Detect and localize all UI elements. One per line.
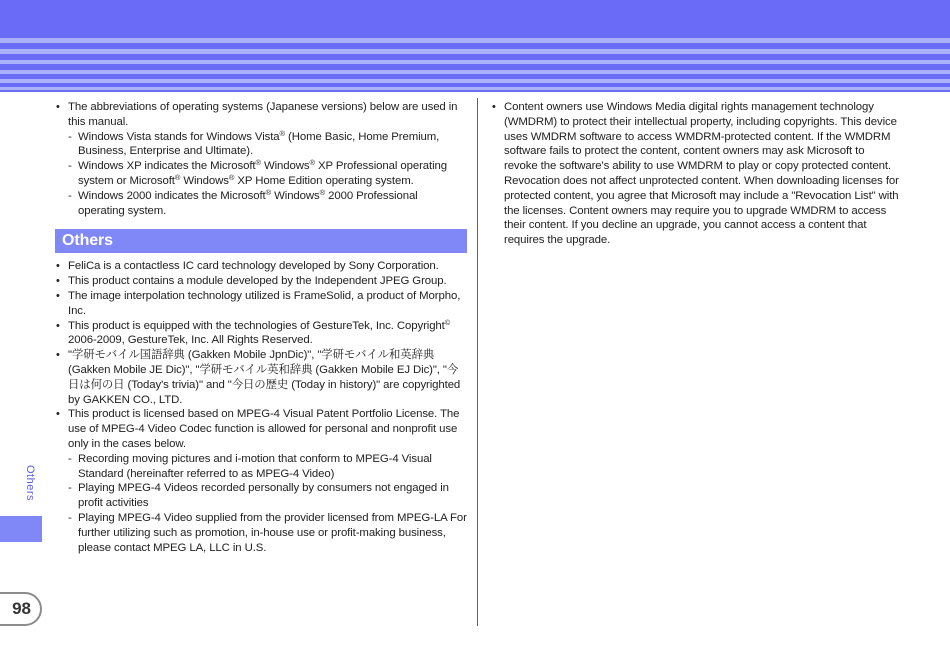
header-band	[0, 0, 950, 92]
framesolid-note: • The image interpolation technology utilized is FrameSolid, a product of Morpho, Inc.	[55, 289, 467, 319]
os-item-2000	[55, 189, 467, 219]
registered-mark: ®	[265, 187, 272, 197]
mpeg-item-playing-personal: - Playing MPEG-4 Videos recorded personally by consumers not engaged in profit activities	[55, 481, 467, 511]
text: This product is equipped with the technologies of GestureTek, Inc. Copyright	[68, 319, 445, 332]
copyright-mark: ©	[444, 317, 451, 327]
header-stripe	[0, 49, 950, 54]
felica-note: • FeliCa is a contactless IC card technology developed by Sony Corporation.	[55, 259, 467, 274]
text: Windows	[271, 189, 320, 202]
wmdrm-note: • Content owners use Windows Media digital rights management technology (WMDRM) to protect their intellectual property, including copyrights. This device uses WMDRM software to access WMDRM-protected content. If the WMDRM software fails to protect the content, content owners may ask Microsoft to revoke the software's ability to use WMDRM to play or copy protected content. Revocation does not affect unprotected content. When downloading licenses for protected content, you agree that Microsoft may include a "Revocation List" with the licenses. Content owners may require you to upgrade WMDRM to access their content. If you decline an upgrade, you cannot access a content that requires the upgrade.	[491, 100, 901, 248]
registered-mark: ®	[319, 187, 326, 197]
registered-mark: ®	[279, 128, 285, 138]
registered-mark: ®	[309, 158, 315, 168]
sidebar-section-tab	[0, 516, 42, 542]
section-heading-others: Others	[55, 229, 467, 253]
os-item-xp	[55, 159, 467, 189]
text: XP Professional operating system or Microsoft	[78, 160, 447, 187]
mpeg-item-recording: - Recording moving pictures and i-motion that conform to MPEG-4 Visual Standard (hereinafter referred to as MPEG-4 Video)	[55, 452, 467, 482]
registered-mark: ®	[255, 158, 261, 168]
jpeg-note: • This product contains a module developed by the Independent JPEG Group.	[55, 274, 467, 289]
os-intro: The abbreviations of operating systems (Japanese versions) below are used in this manual.	[68, 101, 458, 128]
text: (Home Basic, Home Premium, Business, Enterprise and Ultimate).	[78, 130, 440, 158]
text: Windows XP indicates the Microsoft	[78, 160, 256, 173]
text: Windows	[180, 174, 229, 187]
header-stripe	[0, 38, 950, 43]
text: XP Home Edition operating system.	[234, 174, 414, 187]
header-stripe	[0, 87, 950, 90]
text: Windows 2000 indicates the Microsoft	[78, 189, 266, 202]
text: Windows	[260, 160, 310, 173]
header-stripe	[0, 79, 950, 83]
header-stripe	[0, 60, 950, 64]
gesturetek-note	[55, 319, 467, 349]
text: 2006-2009, GestureTek, Inc. All Rights Reserved.	[68, 334, 313, 347]
sidebar-section-label: Others	[24, 465, 36, 502]
registered-mark: ®	[228, 172, 235, 182]
right-column	[491, 100, 901, 248]
mpeg-note: • This product is licensed based on MPEG-4 Visual Patent Portfolio License. The use of MPEG-4 Video Codec function is allowed for personal and nonprofit use only in the cases below.	[55, 407, 467, 451]
page-number: 98	[0, 592, 42, 626]
registered-mark: ®	[174, 172, 181, 182]
text: Windows Vista stands for Windows Vista	[78, 130, 280, 143]
os-abbreviation-note	[55, 100, 467, 130]
text: 2000 Professional operating system.	[78, 189, 418, 217]
column-divider	[477, 98, 478, 626]
left-column	[55, 100, 467, 555]
mpeg-item-playing-provider: - Playing MPEG-4 Video supplied from the provider licensed from MPEG-LA For further utilizing such as promotion, in-house use or profit-making business, please contact MPEG LA, LLC in U.S.	[55, 511, 467, 555]
header-stripe	[0, 70, 950, 74]
gakken-note: • "学研モバイル国語辞典 (Gakken Mobile JpnDic)", "学研モバイル和英辞典 (Gakken Mobile JE Dic)", "学研モバイル英和辞典 (Gakken Mobile EJ Dic)", "今日は何の日 (Today's trivia)" and "今日の歴史 (Today in history)" are copyrighted by GAKKEN CO., LTD.	[55, 348, 467, 407]
os-item-vista	[55, 130, 467, 160]
